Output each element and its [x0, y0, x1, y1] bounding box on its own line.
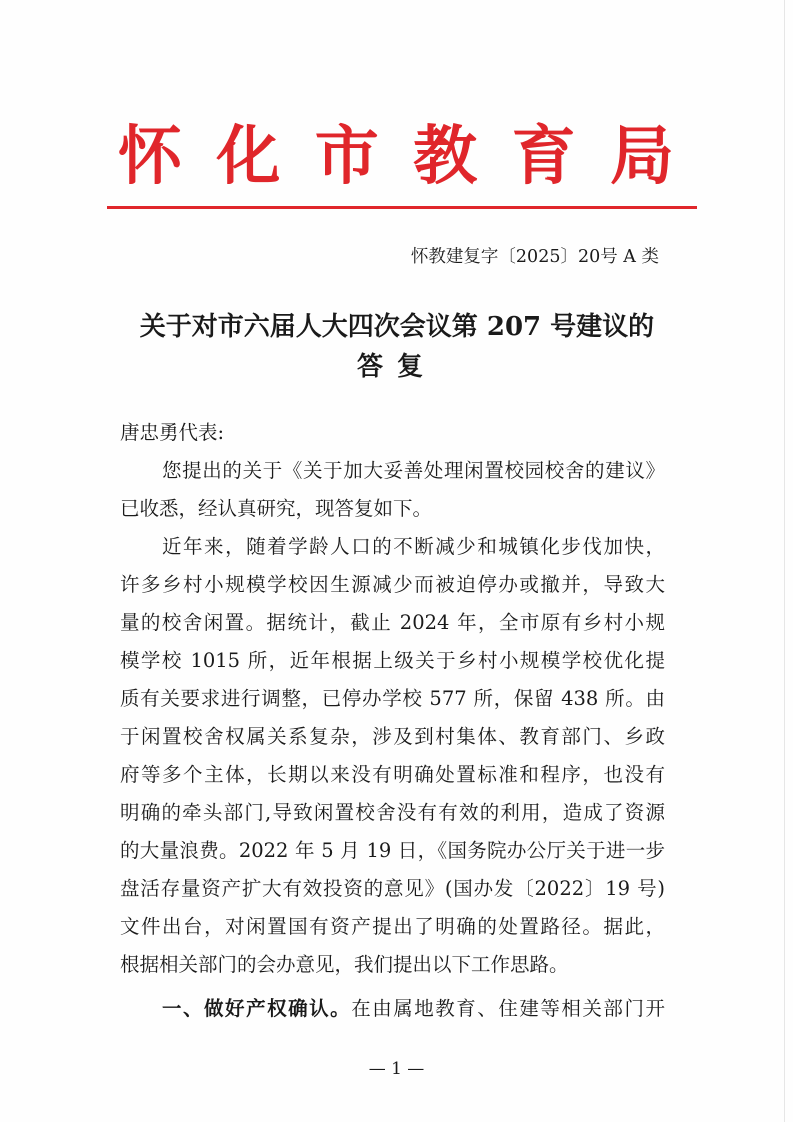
body-line: 量的校舍闲置。据统计，截止 2024 年，全市原有乡村小规 [120, 611, 665, 634]
section-one-heading: 一、做好产权确认。 [162, 997, 352, 1020]
header-char: 怀 [118, 119, 184, 194]
scan-edge-line [784, 0, 785, 1122]
header-red-rule [107, 206, 697, 209]
header-char: 化 [216, 119, 283, 194]
body-line: 文件出台，对闲置国有资产提出了明确的处置路径。据此， [120, 915, 665, 938]
body-line: 已收悉，经认真研究，现答复如下。 [120, 497, 433, 520]
issuing-organization-header [112, 118, 682, 196]
header-char: 市 [314, 119, 381, 194]
salutation: 唐忠勇代表: [120, 421, 225, 444]
header-char: 教 [413, 119, 480, 194]
document-title-line1: 关于对市六届人大四次会议第 207 号建议的 [139, 312, 655, 342]
body-line: 质有关要求进行调整，已停办学校 577 所，保留 438 所。由 [120, 687, 665, 710]
body-line: 许多乡村小规模学校因生源减少而被迫停办或撤并，导致大 [120, 573, 665, 596]
body-line: 根据相关部门的会办意见，我们提出以下工作思路。 [120, 953, 569, 976]
body-line: 于闲置校舍权属关系复杂，涉及到村集体、教育部门、乡政 [120, 725, 665, 748]
header-char: 局 [609, 119, 676, 194]
body-line: 近年来，随着学龄人口的不断减少和城镇化步伐加快， [162, 535, 665, 558]
section-one-line [120, 990, 665, 1029]
body-line: 模学校 1015 所，近年根据上级关于乡村小规模学校优化提 [120, 649, 665, 672]
section-one-text: 在由属地教育、住建等相关部门开 [351, 997, 665, 1020]
body-line: 的大量浪费。2022 年 5 月 19 日，《国务院办公厅关于进一步 [120, 839, 665, 862]
document-title-line2: 答复 [356, 352, 437, 382]
body-line: 您提出的关于《关于加大妥善处理闲置校园校舍的建议》 [162, 459, 665, 482]
body-line: 盘活存量资产扩大有效投资的意见》(国办发〔2022〕19 号) [120, 877, 665, 900]
body-line: 明确的牵头部门,导致闲置校舍没有有效的利用，造成了资源 [120, 801, 665, 824]
body-line: 府等多个主体，长期以来没有明确处置标准和程序，也没有 [120, 763, 665, 786]
document-number: 怀教建复字〔2025〕20号 A 类 [410, 247, 659, 267]
page-number: — 1 — [368, 1059, 425, 1079]
header-char: 育 [511, 119, 578, 194]
